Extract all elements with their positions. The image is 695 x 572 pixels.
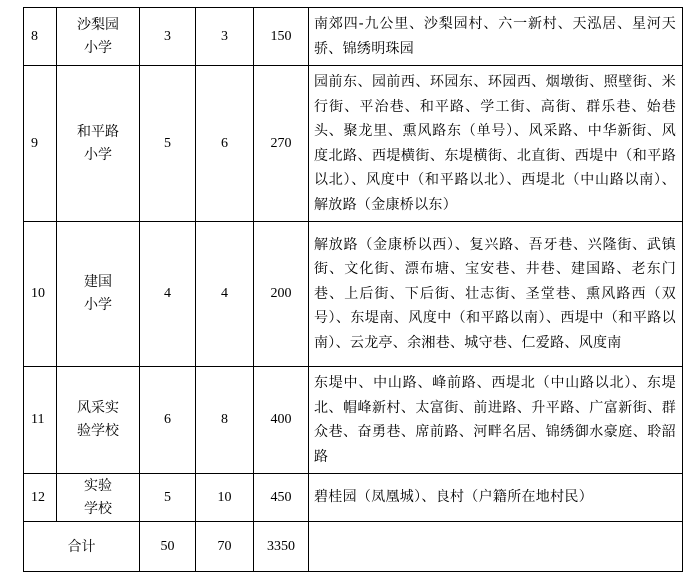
- classes-cell: 3: [140, 8, 196, 66]
- school-name: [57, 474, 140, 522]
- school-name-line2: 验学校: [77, 423, 119, 439]
- classes-cell: 5: [140, 474, 196, 522]
- total-students: 3350: [254, 522, 309, 572]
- table-row: [24, 474, 683, 522]
- school-name: [57, 367, 140, 474]
- classes-cell: 6: [140, 367, 196, 474]
- school-name-line1: 建国: [84, 274, 112, 290]
- row-index: 10: [24, 222, 57, 367]
- col4-cell: 4: [196, 222, 254, 367]
- table-row: [24, 66, 683, 222]
- row-index: 12: [24, 474, 57, 522]
- school-name: [57, 8, 140, 66]
- school-name: [57, 66, 140, 222]
- district-area-cell: 解放路（金康桥以西）、复兴路、吾牙巷、兴隆街、武镇街、文化街、漂布塘、宝安巷、井巷、建国路、老东门巷、上后街、下后街、壮志街、圣堂巷、熏风路西（双号）、东堤南、风度中（和平路以南）、西堤中（和平路以南）、云龙亭、余湘巷、城守巷、仁爱路、风度南: [309, 222, 683, 367]
- table-row: [24, 367, 683, 474]
- students-cell: 450: [254, 474, 309, 522]
- school-name-line2: 学校: [84, 500, 112, 517]
- row-index: 8: [24, 8, 57, 66]
- row-index: 11: [24, 367, 57, 474]
- district-area-cell: 碧桂园（凤凰城）、良村（户籍所在地村民）: [309, 474, 683, 522]
- school-name-line1: 和平路: [77, 123, 119, 140]
- school-name-line1: 风采实: [77, 400, 119, 416]
- row-index: 9: [24, 66, 57, 222]
- school-district-table: [23, 7, 683, 572]
- classes-cell: 4: [140, 222, 196, 367]
- students-cell: 200: [254, 222, 309, 367]
- school-name-line2: 小学: [84, 297, 112, 313]
- total-col4: 70: [196, 522, 254, 572]
- district-area-cell: 园前东、园前西、环园东、环园西、烟墩街、照壁街、米行街、平治巷、和平路、学工街、高街、群乐巷、始巷头、聚龙里、熏风路东（单号）、风采路、中华新街、风度北路、西堤横街、东堤横街、北直街、西堤中（和平路以北）、风度中（和平路以北）、西堤北（中山路以南）、解放路（金康桥以东）: [309, 66, 683, 222]
- col4-cell: 10: [196, 474, 254, 522]
- district-area-cell: 东堤中、中山路、峰前路、西堤北（中山路以北）、东堤北、帽峰新村、太富街、前进路、升平路、广富新街、群众巷、奋勇巷、席前路、河畔名居、锦绣御水豪庭、聆韶路: [309, 367, 683, 474]
- table-row: [24, 8, 683, 66]
- col4-cell: 3: [196, 8, 254, 66]
- students-cell: 400: [254, 367, 309, 474]
- school-name-line1: 实验: [84, 477, 112, 494]
- total-label: 合计: [24, 522, 140, 572]
- classes-cell: 5: [140, 66, 196, 222]
- district-area-cell: 南郊四-九公里、沙梨园村、六一新村、天泓居、星河天骄、锦绣明珠园: [309, 8, 683, 66]
- school-name-line2: 小学: [84, 146, 112, 163]
- total-area-cell: [309, 522, 683, 572]
- students-cell: 270: [254, 66, 309, 222]
- table-row: [24, 222, 683, 367]
- total-row: [24, 522, 683, 572]
- col4-cell: 6: [196, 66, 254, 222]
- school-name-line1: 沙梨园: [77, 16, 119, 33]
- col4-cell: 8: [196, 367, 254, 474]
- total-classes: 50: [140, 522, 196, 572]
- school-name-line2: 小学: [84, 39, 112, 56]
- students-cell: 150: [254, 8, 309, 66]
- school-name: [57, 222, 140, 367]
